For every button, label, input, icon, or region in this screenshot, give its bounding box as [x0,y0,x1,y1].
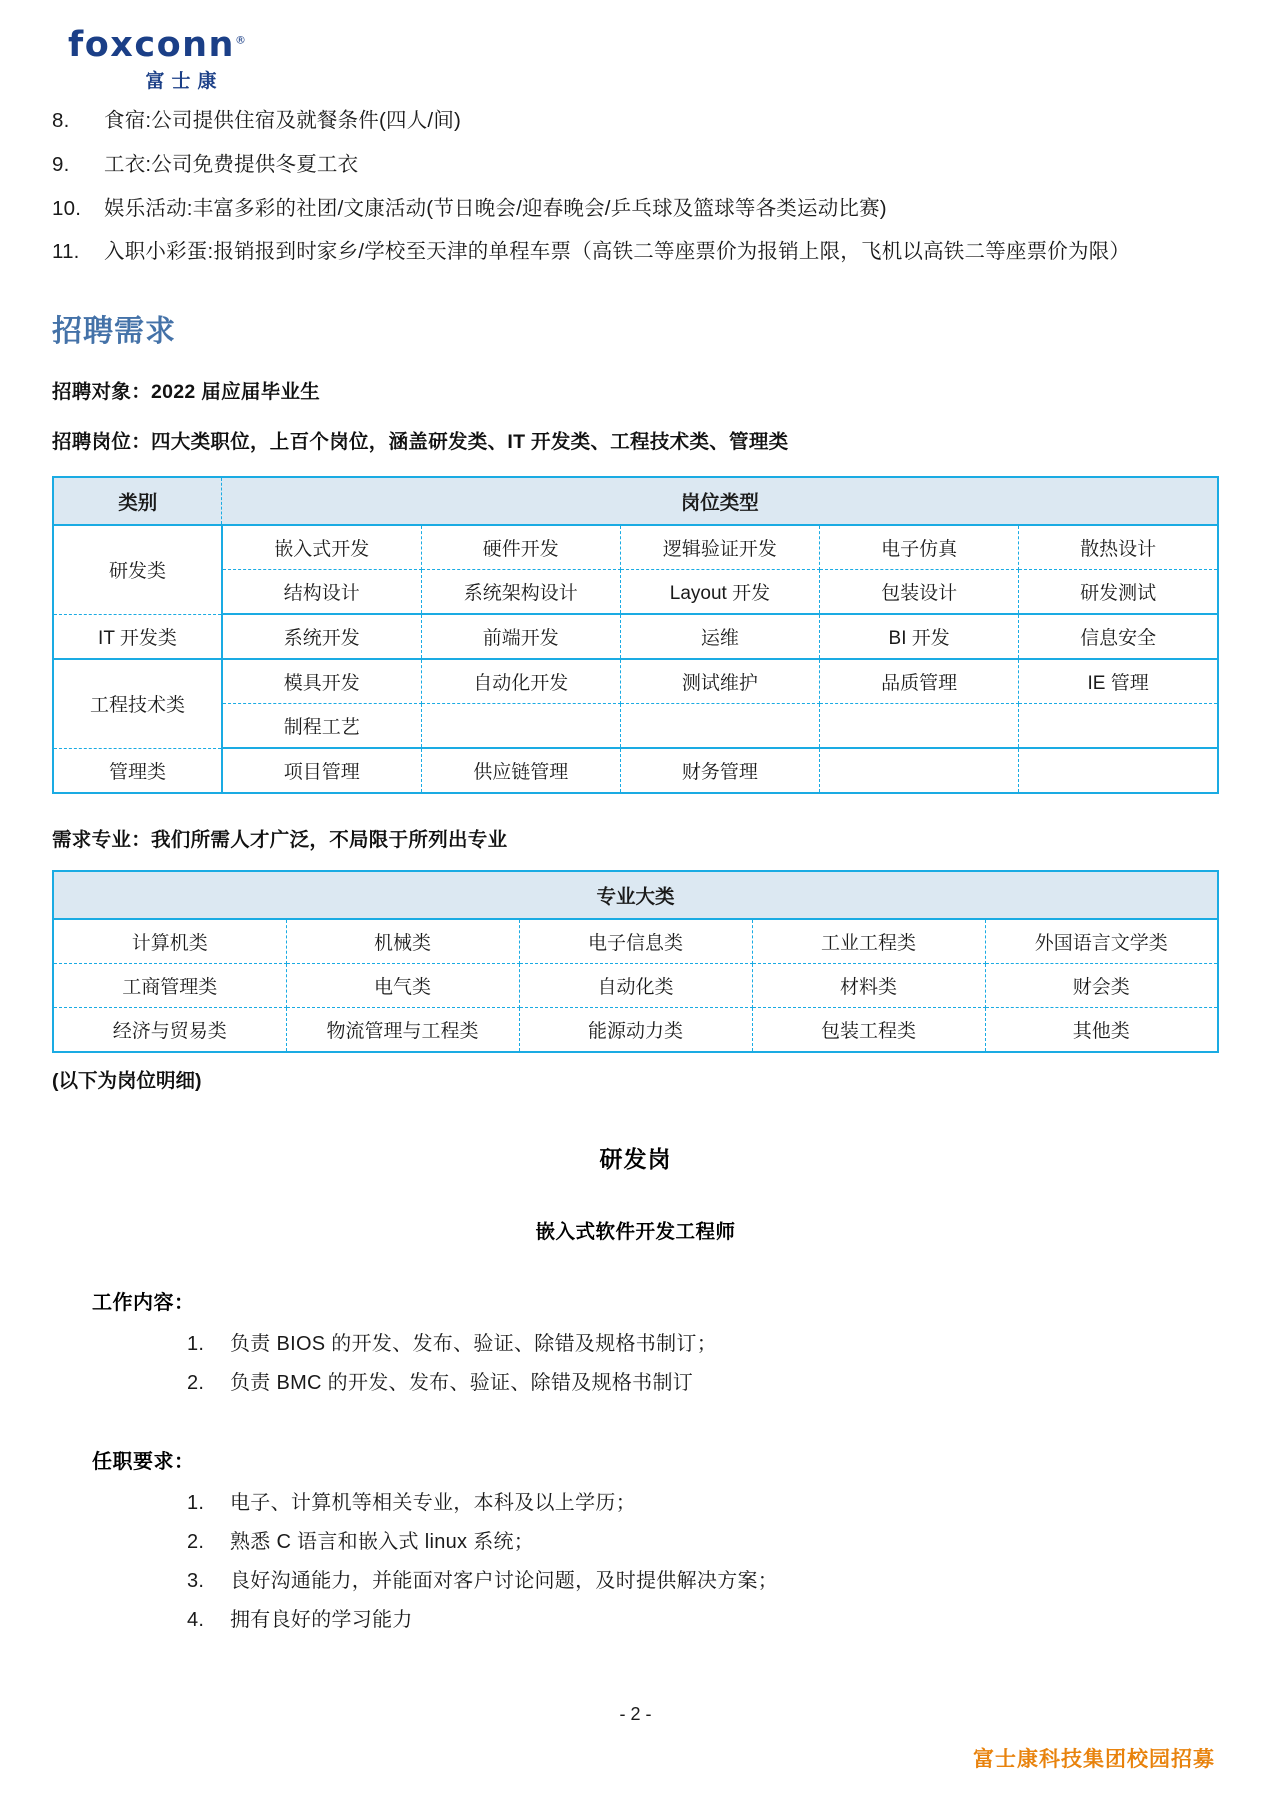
table-cell: BI 开发 [820,614,1019,659]
list-item-number: 1. [187,1492,205,1515]
list-item [52,149,1219,181]
table-cell-category: 管理类 [53,748,222,793]
table-cell [1019,704,1218,749]
table-cell: 财务管理 [620,748,819,793]
table-row [53,1008,1218,1053]
table-cell: 能源动力类 [519,1008,752,1053]
table-row [53,964,1218,1008]
list-item [52,1601,1219,1640]
table-cell: 工商管理类 [53,964,286,1008]
table-header-major-category: 专业大类 [53,871,1218,919]
table-cell [820,748,1019,793]
table-cell: 包装设计 [820,570,1019,615]
list-item [52,1364,1219,1403]
list-item-text: 良好沟通能力，并能面对客户讨论问题，及时提供解决方案； [230,1570,779,1593]
foxconn-logo [68,25,308,92]
table-row [53,919,1218,964]
table-header-position-type: 岗位类型 [222,477,1218,525]
table-row [53,614,1218,659]
recruitment-target-line: 招聘对象：2022 届应届毕业生 [52,381,321,404]
requirements-list [52,1484,1219,1640]
list-item-number: 3. [187,1570,205,1593]
duties-heading: 工作内容： [92,1292,195,1315]
table-cell: 物流管理与工程类 [286,1008,519,1053]
table-cell [820,704,1019,749]
table-row [53,570,1218,615]
list-item [52,1325,1219,1364]
welfare-list [52,105,1219,268]
list-item-number: 2. [187,1531,205,1554]
table-cell: 测试维护 [620,659,819,704]
list-item [52,236,1219,268]
table-cell: 模具开发 [222,659,421,704]
table-cell: 研发测试 [1019,570,1218,615]
table-cell: 电气类 [286,964,519,1008]
job-group-title: 研发岗 [599,1146,672,1173]
table-cell: 外国语言文学类 [985,919,1218,964]
table-header-category: 类别 [53,477,222,525]
recruitment-positions-line: 招聘岗位：四大类职位，上百个岗位，涵盖研发类、IT 开发类、工程技术类、管理类 [52,431,789,454]
section-heading-recruitment-needs: 招聘需求 [52,315,176,349]
duties-list [52,1325,1219,1403]
table-header-row [53,871,1218,919]
table-cell: 项目管理 [222,748,421,793]
table-cell: 其他类 [1072,1021,1130,1043]
list-item-text: 负责 BIOS 的开发、发布、验证、除错及规格书制订； [230,1333,718,1356]
list-item-number: 9. [52,152,70,176]
table-cell: 自动化开发 [421,659,620,704]
table-cell-category: 工程技术类 [53,659,222,748]
table-cell [421,704,620,749]
required-majors-line: 需求专业：我们所需人才广泛，不局限于所列出专业 [52,829,508,852]
table-row [53,704,1218,749]
table-cell [620,704,819,749]
table-cell: IE 管理 [1019,659,1218,704]
table-row [53,525,1218,570]
position-type-table [52,476,1219,794]
requirements-heading: 任职要求： [92,1451,195,1474]
table-cell: 经济与贸易类 [53,1008,286,1053]
list-item-number: 1. [187,1333,205,1356]
table-cell-category: IT 开发类 [53,614,222,659]
list-item-text: 拥有良好的学习能力 [230,1609,413,1632]
spacer [52,798,1219,824]
list-item-number: 2. [187,1372,205,1395]
table-cell: 系统架构设计 [421,570,620,615]
table-cell: 自动化类 [519,964,752,1008]
table-cell: 计算机类 [53,919,286,964]
table-cell: 机械类 [286,919,519,964]
table-header-row [53,477,1218,525]
table-cell: 系统开发 [222,614,421,659]
table-cell: 电子仿真 [820,525,1019,570]
list-item-text: 熟悉 C 语言和嵌入式 linux 系统； [230,1531,535,1554]
table-cell: 电子信息类 [519,919,752,964]
table-cell: 前端开发 [421,614,620,659]
table-cell: 逻辑验证开发 [620,525,819,570]
table-row [53,659,1218,704]
list-item-number: 8. [52,109,70,132]
list-item-text: 入职小彩蛋:报销报到时家乡/学校至天津的单程车票（高铁二等座票价为报销上限，飞机以高铁二等座票价为限） [104,240,1131,264]
list-item-number: 4. [187,1609,205,1632]
major-category-table [52,870,1219,1053]
registered-trademark-icon: ® [234,33,248,47]
table-cell: 材料类 [752,964,985,1008]
list-item-text: 食宿:公司提供住宿及就餐条件(四人/间) [104,109,462,132]
list-item [52,1484,1219,1523]
table-row [53,748,1218,793]
table-cell: 信息安全 [1019,614,1218,659]
table-cell: 结构设计 [222,570,421,615]
table-cell: 品质管理 [820,659,1019,704]
table-cell: 硬件开发 [421,525,620,570]
table-cell: Layout 开发 [620,570,819,615]
logo-chinese-name: 富士康 [145,71,224,92]
job-detail-note: (以下为岗位明细) [52,1070,202,1093]
job-title: 嵌入式软件开发工程师 [535,1221,736,1244]
list-item-number: 10. [52,196,82,220]
list-item [52,193,1219,225]
list-item [52,1523,1219,1562]
logo-wordmark [68,25,248,65]
table-cell: 散热设计 [1019,525,1218,570]
table-cell: 制程工艺 [222,704,421,749]
list-item-text: 电子、计算机等相关专业，本科及以上学历； [230,1492,636,1515]
page-number: - 2 - [619,1704,652,1724]
table-cell: 工业工程类 [752,919,985,964]
document-content [0,105,1271,1640]
table-cell-category: 研发类 [53,525,222,614]
table-cell: 财会类 [985,964,1218,1008]
table-cell: 供应链管理 [421,748,620,793]
logo-wordmark-text: foxconn [68,25,235,65]
table-cell [1019,748,1218,793]
table-cell: 运维 [620,614,819,659]
table-cell: 嵌入式开发 [222,525,421,570]
list-item-text: 工衣:公司免费提供冬夏工衣 [104,152,359,176]
list-item [52,105,1219,137]
list-item-number: 11. [52,240,80,264]
list-item [52,1562,1219,1601]
table-cell: 包装工程类 [752,1008,985,1053]
list-item-text: 负责 BMC 的开发、发布、验证、除错及规格书制订 [230,1372,694,1395]
footer-brand: 富士康科技集团校园招募 [973,1748,1215,1771]
list-item-text: 娱乐活动:丰富多彩的社团/文康活动(节日晚会/迎春晚会/乒乓球及篮球等各类运动比赛) [104,196,887,220]
